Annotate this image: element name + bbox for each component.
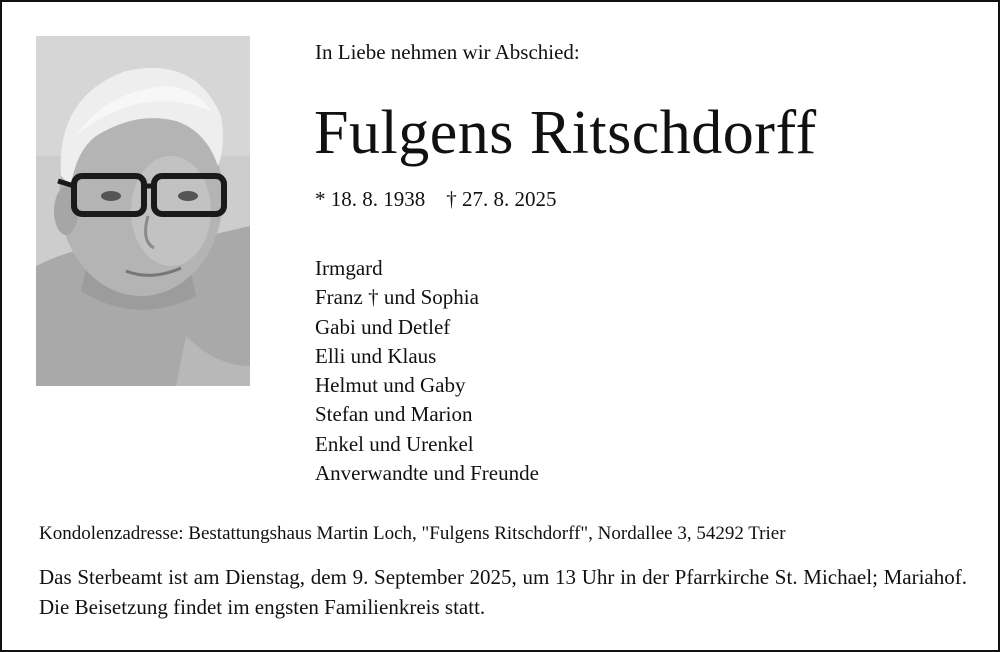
portrait-photo xyxy=(36,36,250,386)
funeral-notice: Das Sterbeamt ist am Dienstag, dem 9. September 2025, um 13 Uhr in der Pfarrkirche St. Michael; Mariahof. Die Beisetzung findet im engsten Familienkreis statt. xyxy=(39,565,967,619)
mourner-item: Elli und Klaus xyxy=(315,343,437,368)
mourner-item: Stefan und Marion xyxy=(315,402,473,427)
mourner-item: Gabi und Detlef xyxy=(315,314,451,339)
life-dates: * 18. 8. 1938 † 27. 8. 2025 xyxy=(315,187,557,211)
mourner-item: Enkel und Urenkel xyxy=(315,431,474,456)
deceased-name: Fulgens Ritschdorff xyxy=(314,99,817,167)
mourner-item: Franz † und Sophia xyxy=(315,285,479,310)
mourner-item: Anverwandte und Freunde xyxy=(315,461,539,486)
mourners-list xyxy=(315,254,539,488)
portrait-illustration xyxy=(36,36,250,386)
condolence-address: Kondolenzadresse: Bestattungshaus Martin Loch, "Fulgens Ritschdorff", Nordallee 3, 54292 Trier xyxy=(39,523,786,544)
intro-text: In Liebe nehmen wir Abschied: xyxy=(315,40,580,64)
mourner-item: Helmut und Gaby xyxy=(315,373,466,398)
mourner-item: Irmgard xyxy=(315,256,383,280)
